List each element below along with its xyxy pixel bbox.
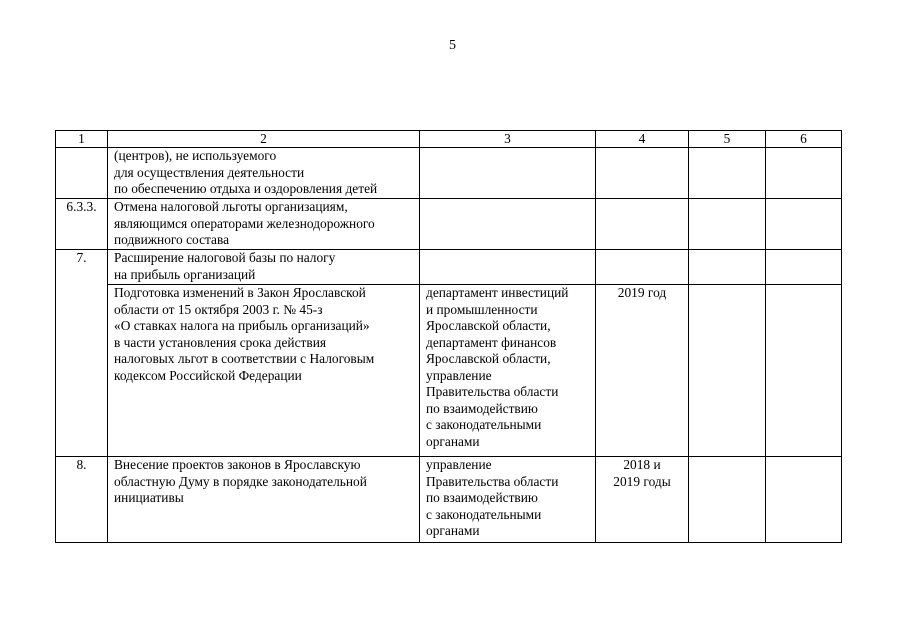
header-cell-4: 4 <box>596 131 689 148</box>
table-row <box>56 199 842 250</box>
period-line: 2019 год <box>617 285 667 300</box>
description-line: являющимся операторами железнодорожного <box>114 215 375 231</box>
item-number-cell: 6.3.3. <box>56 199 108 250</box>
description-line: области от 15 октября 2003 г. № 45-з <box>114 301 323 317</box>
item-number-cell: 8. <box>56 457 108 543</box>
description-line: кодексом Российской Федерации <box>114 367 302 383</box>
period-cell <box>596 457 689 543</box>
responsible-line: с законодательными <box>426 417 542 432</box>
period-cell <box>596 250 689 285</box>
description-line: инициативы <box>114 490 184 505</box>
measure-description-cell <box>108 199 420 250</box>
measure-description-cell <box>108 285 420 457</box>
column-5-cell <box>689 457 766 543</box>
responsible-line: Правительства области <box>426 473 559 489</box>
table-row <box>56 148 842 199</box>
responsible-line: по взаимодействию <box>426 490 538 505</box>
description-line: Внесение проектов законов в Ярославскую <box>114 457 361 472</box>
responsible-cell <box>420 457 596 543</box>
description-line: на прибыль организаций <box>114 266 256 282</box>
responsible-line: органами <box>426 523 480 538</box>
description-line: для осуществления деятельности <box>114 164 305 180</box>
period-cell <box>596 285 689 457</box>
column-6-cell <box>766 285 842 457</box>
responsible-line: и промышленности <box>426 301 538 317</box>
responsible-line: органами <box>426 433 480 449</box>
column-5-cell <box>689 285 766 457</box>
description-line: Подготовка изменений в Закон Ярославской <box>114 285 366 300</box>
responsible-line: департамент финансов <box>426 334 557 350</box>
description-line: Отмена налоговой льготы организациям, <box>114 199 348 214</box>
description-line: (центров), не используемого <box>114 148 277 163</box>
description-line: областную Думу в порядке законодательной <box>114 473 367 489</box>
responsible-line: с законодательными <box>426 506 542 522</box>
period-cell <box>596 199 689 250</box>
period-line: 2018 и <box>623 457 661 472</box>
responsible-line: управление <box>426 367 492 383</box>
responsible-line: по взаимодействию <box>426 400 538 416</box>
description-line: Расширение налоговой базы по налогу <box>114 250 336 265</box>
column-6-cell <box>766 457 842 543</box>
column-5-cell <box>689 199 766 250</box>
header-cell-1: 1 <box>56 131 108 148</box>
description-line: в части установления срока действия <box>114 334 327 350</box>
description-line: подвижного состава <box>114 232 230 247</box>
responsible-cell <box>420 199 596 250</box>
responsible-line: Ярославской области, <box>426 351 551 366</box>
responsible-cell <box>420 250 596 285</box>
table-row <box>56 250 842 285</box>
column-6-cell <box>766 250 842 285</box>
table-row <box>56 457 842 543</box>
column-5-cell <box>689 250 766 285</box>
responsible-cell <box>420 285 596 457</box>
column-6-cell <box>766 148 842 199</box>
header-cell-2: 2 <box>108 131 420 148</box>
page-number: 5 <box>449 38 456 53</box>
responsible-line: Ярославской области, <box>426 318 551 333</box>
header-cell-3: 3 <box>420 131 596 148</box>
responsible-line: управление <box>426 457 492 472</box>
responsible-cell <box>420 148 596 199</box>
column-6-cell <box>766 199 842 250</box>
item-number-cell: 7. <box>56 250 108 457</box>
description-line: налоговых льгот в соответствии с Налоговым <box>114 351 375 366</box>
measures-table <box>55 130 842 543</box>
item-number-cell <box>56 148 108 199</box>
column-5-cell <box>689 148 766 199</box>
responsible-line: департамент инвестиций <box>426 285 569 300</box>
measure-description-cell <box>108 457 420 543</box>
period-cell <box>596 148 689 199</box>
header-cell-5: 5 <box>689 131 766 148</box>
period-line: 2019 годы <box>613 473 671 489</box>
description-line: «О ставках налога на прибыль организаций» <box>114 318 370 333</box>
header-cell-6: 6 <box>766 131 842 148</box>
measure-description-cell <box>108 250 420 285</box>
table-header-row <box>56 131 842 148</box>
description-line: по обеспечению отдыха и оздоровления детей <box>114 181 378 196</box>
measure-description-cell <box>108 148 420 199</box>
table-row <box>56 285 842 457</box>
responsible-line: Правительства области <box>426 384 559 399</box>
